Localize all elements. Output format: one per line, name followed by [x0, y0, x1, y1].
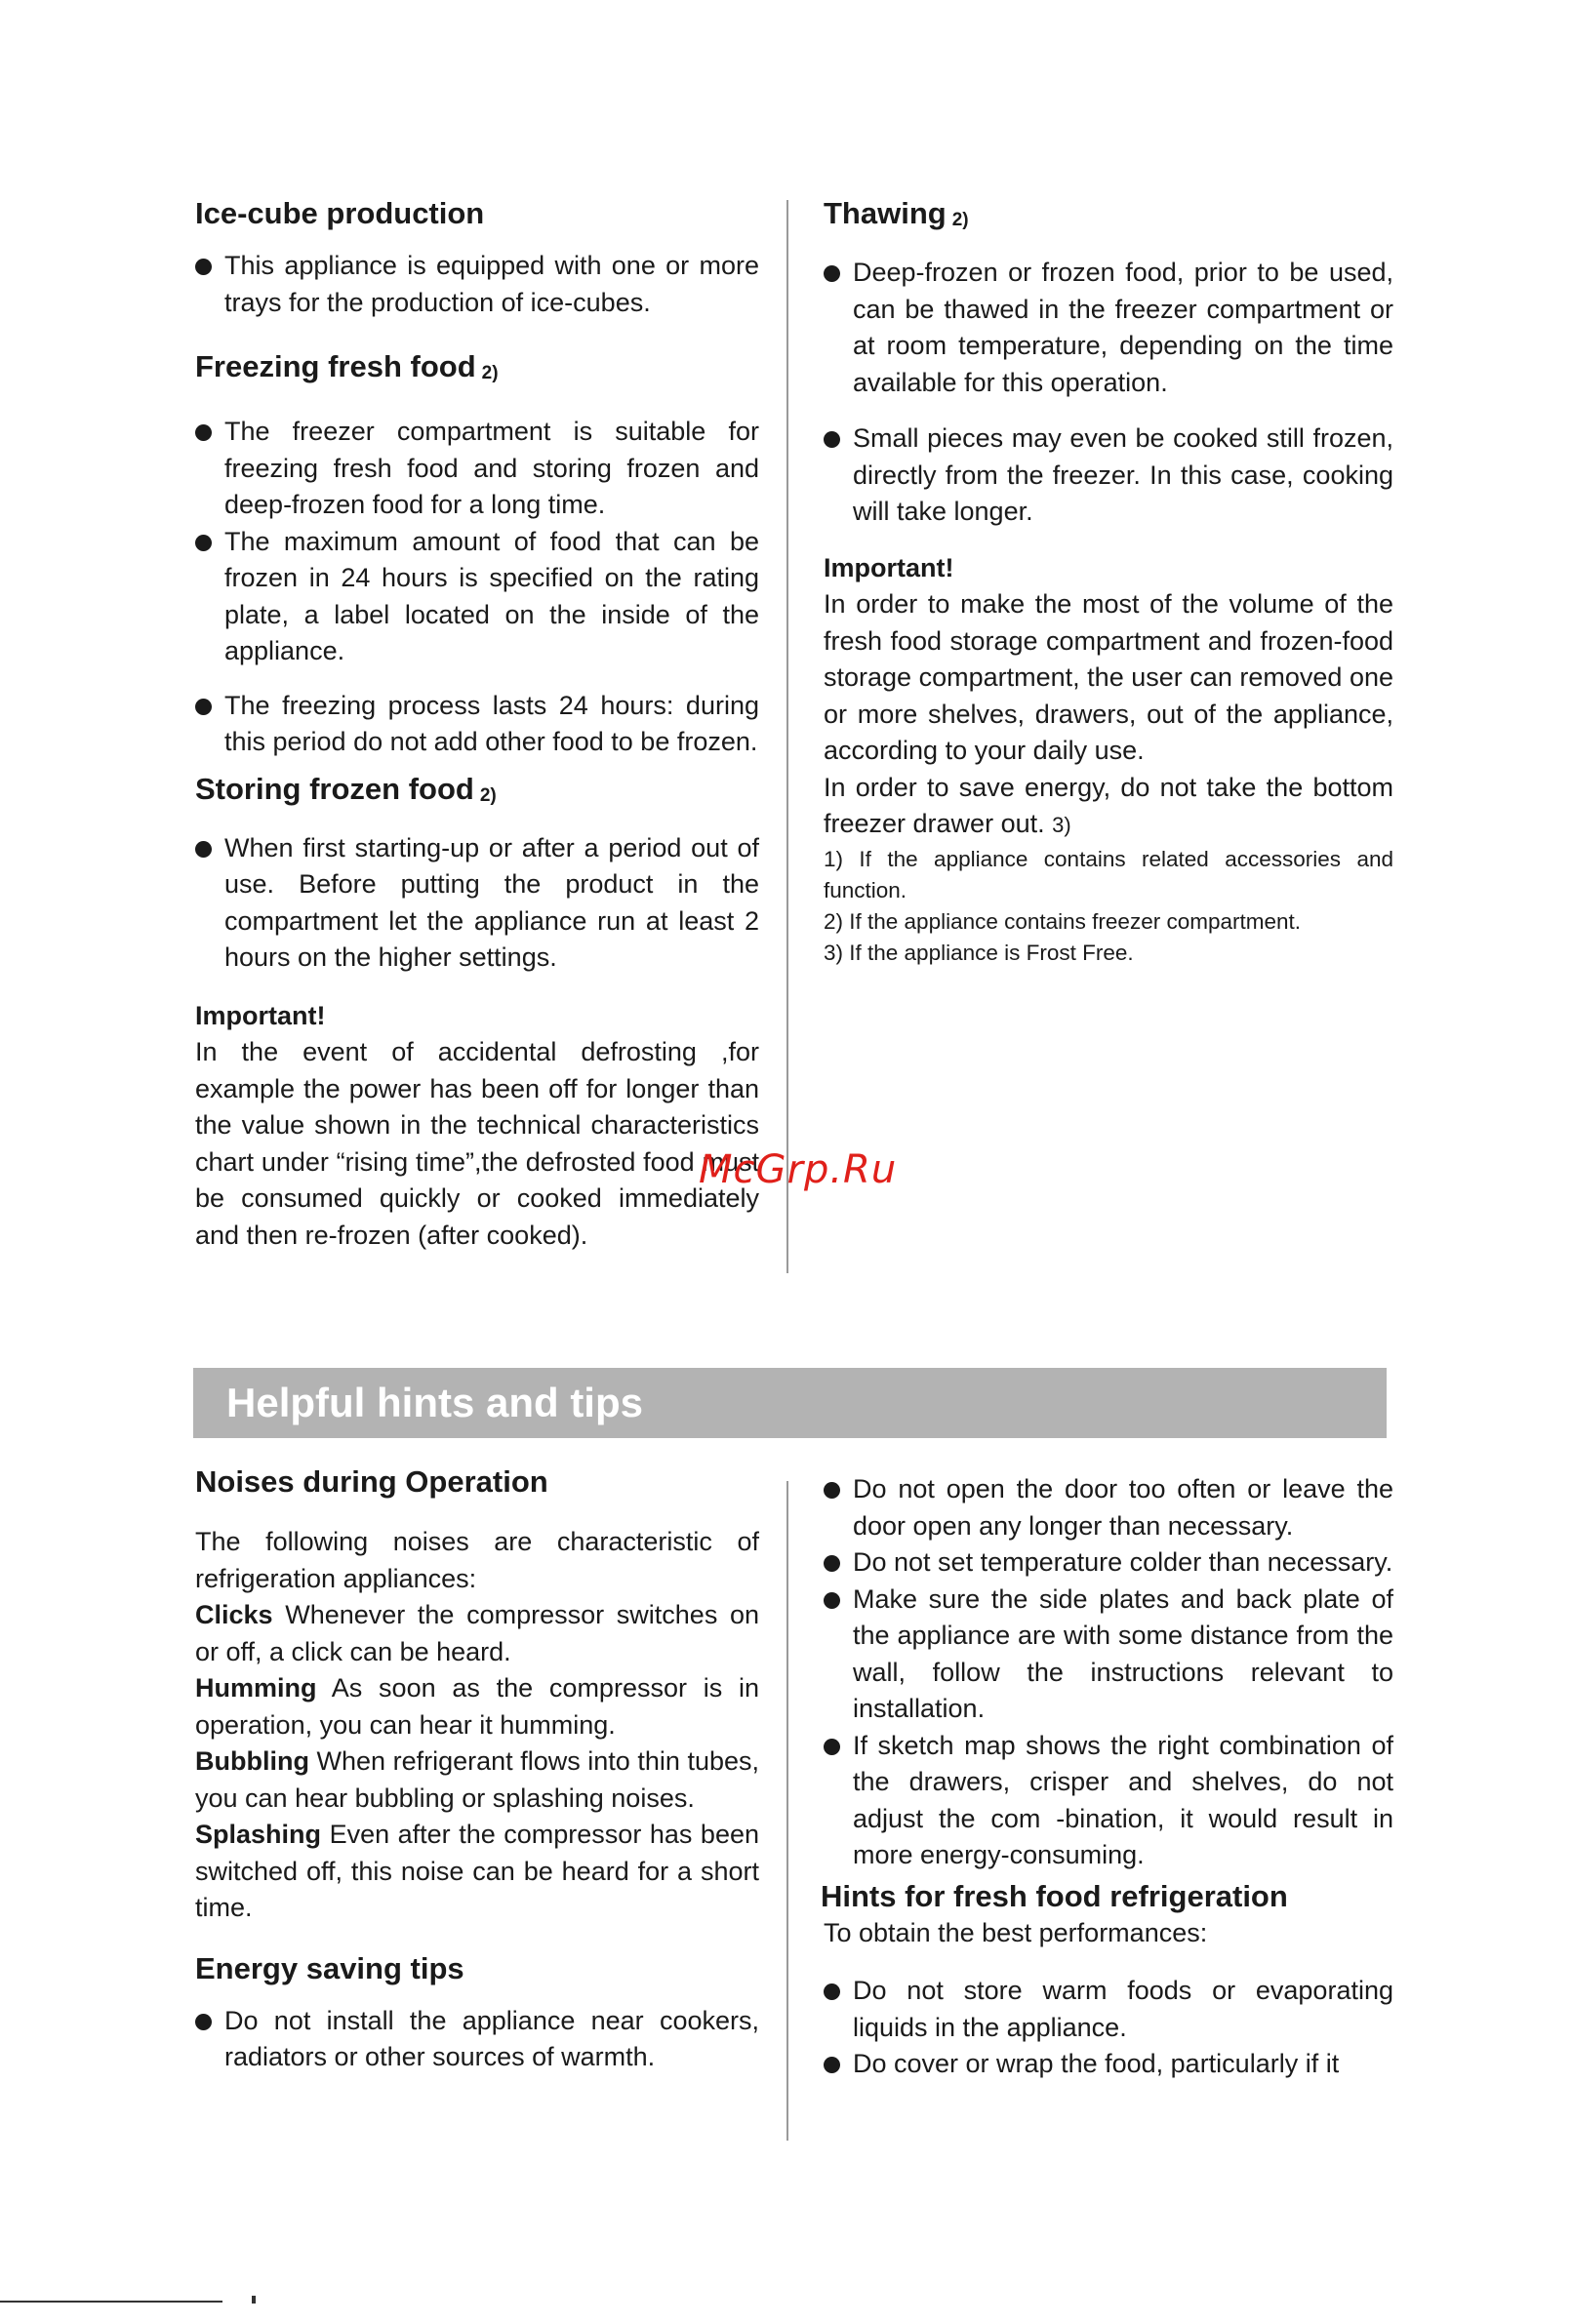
- storing-heading: [195, 771, 759, 815]
- energy-item: Do not set temperature colder than necessary.: [824, 1544, 1393, 1582]
- important-text-2: [824, 770, 1393, 844]
- freezing-heading: [195, 348, 759, 392]
- energy-item: Do not open the door too often or leave the door open any longer than necessary.: [824, 1471, 1393, 1544]
- hints-intro: To obtain the best performances:: [824, 1917, 1208, 1947]
- important-text-2-body: In order to save energy, do not take the bottom freezer drawer out.: [824, 772, 1393, 838]
- noise-text: When refrigerant flows into thin tubes, you can hear bubbling or splashing noises.: [195, 1746, 759, 1813]
- footnote-3: 3) If the appliance is Frost Free.: [824, 940, 1134, 965]
- noise-label: Humming: [195, 1673, 317, 1703]
- ice-cube-item: This appliance is equipped with one or more trays for the production of ice-cubes.: [195, 248, 759, 321]
- important-label: Important!: [824, 552, 954, 582]
- energy-item: Do not install the appliance near cookers, radiators or other sources of warmth.: [195, 2003, 759, 2076]
- noise-entry: [195, 1743, 759, 1817]
- bottom-right-column: [821, 1471, 1393, 2083]
- top-left-column: [195, 195, 759, 1254]
- noise-text: As soon as the compressor is in operation, you can hear it humming.: [195, 1673, 760, 1740]
- storing-heading-text: Storing frozen food: [195, 771, 474, 806]
- hints-heading: Hints for fresh food refrigeration: [821, 1878, 1288, 1913]
- watermark-text: McGrp.Ru: [699, 1147, 898, 1192]
- footer-tick: [252, 2296, 256, 2304]
- thawing-footnote-ref: 2): [951, 210, 969, 230]
- noise-text: Even after the compressor has been switched off, this noise can be heard for a short time.: [195, 1820, 759, 1922]
- freezing-footnote-ref: 2): [481, 363, 499, 383]
- important-text: In the event of accidental defrosting ,for example the power has been off for longer than the value shown in the technical characteristics chart under “rising time”,the defrosted food must be consumed quickly or cooked immediately and then re-frozen (after cooked).: [195, 1037, 759, 1250]
- thawing-heading-text: Thawing: [824, 196, 947, 230]
- noises-intro: The following noises are characteristic of refrigeration appliances:: [195, 1527, 759, 1593]
- footer-rule: [0, 2301, 222, 2303]
- energy-heading: Energy saving tips: [195, 1950, 464, 1985]
- noise-entry: [195, 1597, 759, 1670]
- noises-heading: Noises during Operation: [195, 1464, 548, 1499]
- noise-label: Bubbling: [195, 1746, 309, 1776]
- freezing-item: The freezer compartment is suitable for freezing fresh food and storing frozen and deep-frozen food for a long time.: [195, 414, 759, 524]
- important-text-2-note: 3): [1052, 813, 1071, 837]
- energy-item: Make sure the side plates and back plate of the appliance are with some distance from the wall, follow the instructions relevant to installation.: [824, 1582, 1393, 1728]
- energy-item: If sketch map shows the right combination of the drawers, crisper and shelves, do not adjust the com -bination, it would result in more energy-consuming.: [824, 1728, 1393, 1874]
- noise-entry: [195, 1817, 759, 1927]
- footnote-1: 1) If the appliance contains related accessories and function.: [824, 846, 1393, 902]
- thawing-item: Deep-frozen or frozen food, prior to be used, can be thawed in the freezer compartment or at room temperature, depending on the time available for this operation.: [824, 255, 1393, 401]
- storing-item: When first starting-up or after a period out of use. Before putting the product in the compartment let the appliance run at least 2 hours on the higher settings.: [195, 830, 759, 977]
- important-text-1: In order to make the most of the volume of the fresh food storage compartment and frozen-food storage compartment, the user can removed one or more shelves, drawers, out of the appliance, according to your daily use.: [824, 589, 1393, 765]
- important-label: Important!: [195, 1000, 326, 1030]
- top-right-column: [824, 195, 1393, 969]
- ice-cube-heading: Ice-cube production: [195, 196, 485, 230]
- bottom-left-column: [195, 1463, 759, 2076]
- freezing-item: The maximum amount of food that can be frozen in 24 hours is specified on the rating plate, a label located on the inside of the appliance.: [195, 524, 759, 670]
- thawing-item: Small pieces may even be cooked still frozen, directly from the freezer. In this case, cooking will take longer.: [824, 421, 1393, 531]
- freezing-item: The freezing process lasts 24 hours: during this period do not add other food to be frozen.: [195, 688, 759, 761]
- noise-label: Clicks: [195, 1600, 273, 1629]
- hints-item: Do not store warm foods or evaporating liquids in the appliance.: [824, 1973, 1393, 2046]
- section-banner: Helpful hints and tips: [193, 1368, 1387, 1438]
- noise-text: Whenever the compressor switches on or off, a click can be heard.: [195, 1600, 759, 1666]
- noise-label: Splashing: [195, 1820, 322, 1849]
- freezing-heading-text: Freezing fresh food: [195, 349, 476, 383]
- column-divider: [786, 1481, 788, 2141]
- footnote-2: 2) If the appliance contains freezer compartment.: [824, 908, 1302, 934]
- noise-entry: [195, 1670, 759, 1743]
- storing-footnote-ref: 2): [479, 784, 497, 806]
- column-divider: [786, 200, 788, 1273]
- hints-item: Do cover or wrap the food, particularly if it: [824, 2046, 1393, 2083]
- thawing-heading: [824, 195, 1393, 239]
